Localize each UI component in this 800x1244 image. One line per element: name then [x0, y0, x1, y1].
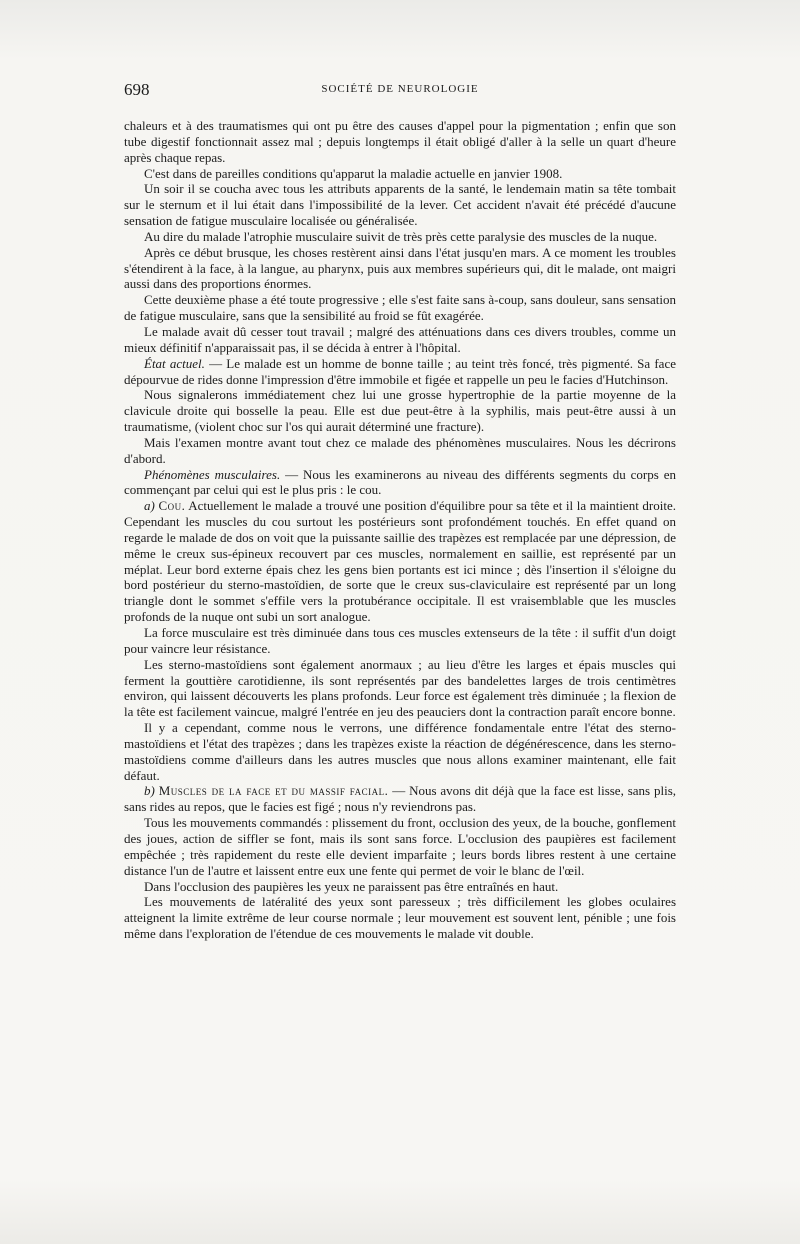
paragraph: État actuel. — Le malade est un homme de bonne taille ; au teint très foncé, très pigmenté. Sa face dépourvue de rides donne l'impression d'être immobile et figée et rappelle un peu le facies d'Hutchinson. [124, 355, 676, 387]
paragraph: Dans l'occlusion des paupières les yeux ne paraissent pas être entraînés en haut. [144, 878, 559, 894]
paragraph: Phénomènes musculaires. — Nous les examinerons au niveau des différents segments du corps en commençant par celui qui est le plus pris : le cou. [124, 466, 676, 498]
paragraph: Au dire du malade l'atrophie musculaire suivit de très près cette paralysie des muscles de la nuque. [144, 228, 658, 244]
paragraph: Mais l'examen montre avant tout chez ce malade des phénomènes musculaires. Nous les décrirons d'abord. [124, 434, 676, 466]
subsection-letter: a) [144, 498, 159, 514]
paragraph: Cette deuxième phase a été toute progressive ; elle s'est faite sans à-coup, sans douleur, sans sensation de fatigue musculaire, sans que la sensibilité au froid se fût exagérée. [124, 292, 676, 324]
section-lead: Phénomènes musculaires. [144, 466, 281, 482]
paragraph: chaleurs et à des traumatismes qui ont pu être des causes d'appel pour la pigmentation ; enfin que son tube digestif fonctionnait assez mal ; depuis longtemps il était obligé d'aller à la selle un quart d'heure après chaque repas. [124, 118, 676, 165]
paragraph: Après ce début brusque, les choses restèrent ainsi dans l'état jusqu'en mars. A ce moment les troubles s'étendirent à la face, à la langue, au pharynx, puis aux membres supérieurs qui, dit le malade, ont maigri aussi dans des proportions énormes. [124, 244, 676, 292]
page-number: 698 [124, 80, 150, 99]
paragraph: Nous signalerons immédiatement chez lui une grosse hypertrophie de la partie moyenne de la clavicule droite qui bosselle la peau. Elle est due peut-être à la syphilis, mais peut-être aussi à un traumatisme, (violent choc sur l'os qui aurait déterminé une fracture). [124, 387, 676, 435]
subsection-title: Cou. [158, 498, 186, 514]
paragraph: C'est dans de pareilles conditions qu'apparut la maladie actuelle en janvier 1908. [144, 165, 563, 181]
paragraph: Un soir il se coucha avec tous les attributs apparents de la santé, le lendemain matin sa tête tombait sur le sternum et il lui était dans l'impossibilité de la lever. Cet accident n'avait été précédé d'aucune sensation de fatigue musculaire localisée ou généralisée. [124, 181, 676, 229]
paragraph: Il y a cependant, comme nous le verrons, une différence fondamentale entre l'état des sterno-mastoïdiens et l'état des trapèzes ; dans les trapèzes existe la réaction de dégénérescence, dans les sterno-mastoïdiens comme d'ailleurs dans les autres muscles que nous allons examiner maintenant, elle fait défaut. [124, 720, 676, 783]
paragraph: b) Muscles de la face et du massif facial. — Nous avons dit déjà que la face est lisse, sans plis, sans rides au repos, que le facies est figé ; nous n'y reviendrons pas. [124, 783, 677, 815]
paragraph: Tous les mouvements commandés : plissement du front, occlusion des yeux, de la bouche, gonflement des joues, action de siffler se font, mais ils sont sans force. L'occlusion des paupières est facilement empêchée ; très rapidement du reste elle devient imparfaite ; leurs bords libres restent à une certaine distance l'un de l'autre et laissent entre eux une fente qui permet de voir le blanc de l'œil. [124, 815, 676, 878]
subsection-title: Muscles de la face et du massif facial. [158, 783, 389, 799]
paragraph: Les mouvements de latéralité des yeux sont paresseux ; très difficilement les globes oculaires atteignent la limite extrême de leur course normale ; leur mouvement est souvent lent, pénible ; une fois même dans l'exploration de l'étendue de ces mouvements le malade vit double. [124, 894, 676, 942]
body-text [124, 118, 676, 942]
paragraph: La force musculaire est très diminuée dans tous ces muscles extenseurs de la tête : il suffit d'un doigt pour vaincre leur résistance. [124, 625, 676, 656]
section-lead: État actuel. [144, 355, 205, 371]
page-header [124, 80, 676, 102]
running-title: SOCIÉTÉ DE NEUROLOGIE [321, 83, 479, 95]
paragraph: Le malade avait dû cesser tout travail ; malgré des atténuations dans ces divers troubles, comme un mieux définitif n'apparaissait pas, il se décida à entrer à l'hôpital. [124, 323, 676, 355]
subsection-letter: b) [144, 783, 159, 799]
paragraph: Les sterno-mastoïdiens sont également anormaux ; au lieu d'être les larges et épais muscles qui ferment la gouttière carotidienne, ils sont représentés par des bandelettes larges de trois centimètres environ, qui laissent découverts les plans profonds. Leur force est également très diminuée ; la flexion de la tête est facilement vaincue, malgré l'entrée en jeu des peauciers dont la contraction paraît encore bonne. [124, 656, 676, 720]
paragraph: a) Cou. Actuellement le malade a trouvé une position d'équilibre pour sa tête et il la maintient droite. Cependant les muscles du cou surtout les postérieurs sont profondément touchés. En effet quand on regarde le malade de dos on voit que la puissante saillie des trapèzes est remplacée par une dépression, de même le creux sus-épineux recouvert par ces muscles, normalement en saillie, est représenté par un méplat. Leur bord externe épais chez les gens bien portants est ici mince ; dès l'insertion il s'éloigne du bord postérieur du sterno-mastoïdien, de sorte que le creux sus-claviculaire est représenté par un long triangle dont le sommet s'effile vers la protubérance occipitale. Il est vraisemblable que les muscles profonds de la nuque ont subi un sort analogue. [124, 498, 676, 625]
